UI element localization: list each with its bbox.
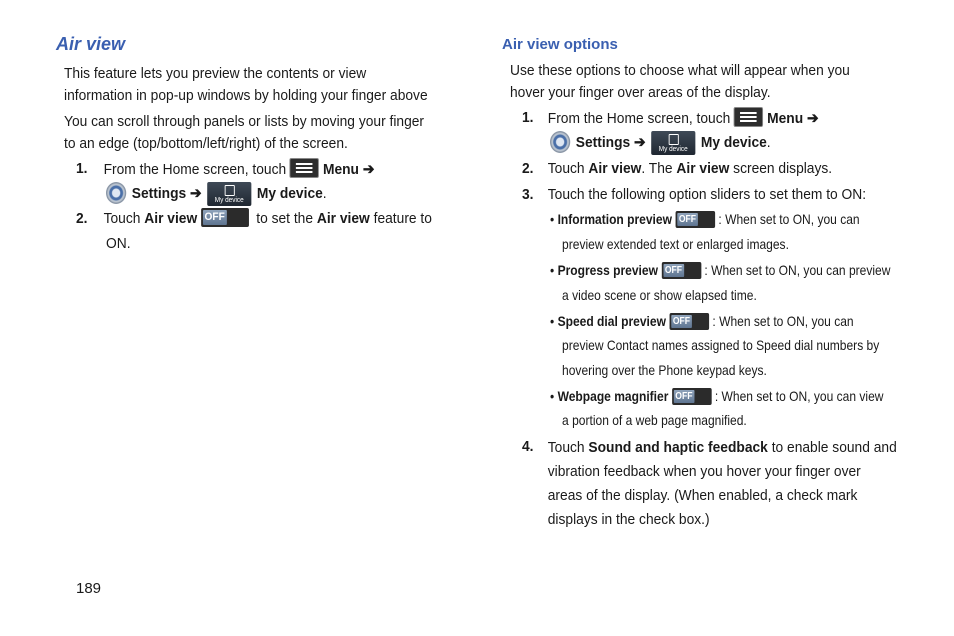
my-device-icon: My device: [207, 182, 251, 206]
bullet-webpage-magnifier: • Webpage magnifier OFF : When set to ON, you can view a portion of a web page magnified.: [550, 388, 884, 428]
right-step-1-cont: Settings ➔ My device My device.: [550, 131, 771, 155]
bullet-speed-dial-preview: • Speed dial preview OFF : When set to ON, you can preview Contact names assigned to Speed dial numbers by hovering over the Phone keypad keys.: [550, 313, 880, 378]
bullet-progress-preview: • Progress preview OFF : When set to ON, you can preview a video scene or show elapsed time.: [550, 262, 891, 303]
settings-gear-icon: [106, 182, 126, 204]
bullet-information-preview: • Information preview OFF : When set to ON, you can preview extended text or enlarged images.: [550, 211, 860, 252]
off-toggle-icon: OFF: [661, 262, 701, 279]
left-step-1-cont: Settings ➔ My device My device.: [106, 182, 327, 206]
page-number: 189: [76, 580, 102, 597]
off-toggle-icon: OFF: [675, 211, 715, 228]
air-view-heading: Air view: [56, 34, 126, 54]
off-toggle-icon: OFF: [672, 388, 712, 405]
settings-gear-icon: [550, 131, 570, 153]
menu-icon: [290, 158, 319, 178]
left-step-2-cont: ON.: [106, 235, 131, 252]
off-toggle-icon: OFF: [669, 313, 709, 330]
menu-icon: [734, 107, 763, 127]
my-device-icon: My device: [651, 131, 695, 155]
options-intro: Use these options to choose what will appear when you hover your finger over areas of the display.: [510, 62, 850, 101]
air-view-options-heading: Air view options: [502, 36, 618, 53]
intro-paragraph: This feature lets you preview the contents or view information in pop-up windows by holding your finger above: [64, 65, 428, 104]
scroll-paragraph: You can scroll through panels or lists by moving your finger to an edge (top/bottom/left/right) of the screen.: [64, 113, 425, 152]
off-toggle-icon: OFF: [201, 208, 249, 227]
